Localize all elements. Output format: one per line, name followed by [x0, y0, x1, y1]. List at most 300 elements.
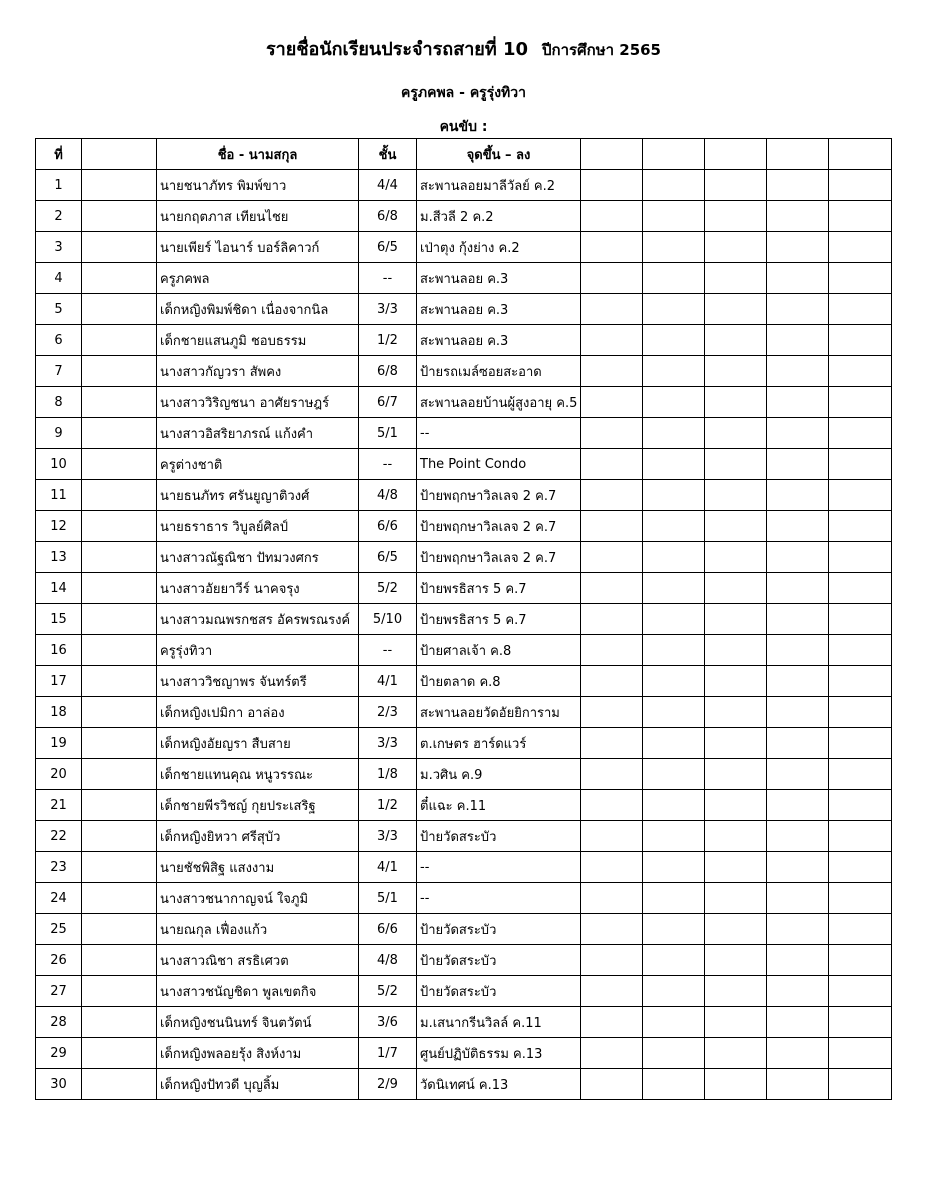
table-row — [36, 852, 892, 883]
table-row — [36, 542, 892, 573]
student-name: เด็กหญิงเปมิกา อาล่อง — [157, 697, 359, 728]
check-cell-1 — [581, 325, 643, 356]
check-cell-4 — [767, 511, 829, 542]
check-cell-1 — [581, 573, 643, 604]
student-name: นายเพียร์ ไอนาร์ บอร์ลิคาวก์ — [157, 232, 359, 263]
student-grade: 3/6 — [359, 1007, 417, 1038]
check-cell-2 — [643, 635, 705, 666]
row-number: 16 — [36, 635, 82, 666]
student-grade: 1/7 — [359, 1038, 417, 1069]
student-grade: 3/3 — [359, 294, 417, 325]
check-cell-2 — [643, 325, 705, 356]
check-cell-4 — [767, 325, 829, 356]
row-number: 25 — [36, 914, 82, 945]
pickup-dropoff-stop: ม.เสนากรีนวิลล์ ค.11 — [417, 1007, 581, 1038]
check-cell-5 — [829, 294, 892, 325]
check-cell-4 — [767, 201, 829, 232]
table-row — [36, 232, 892, 263]
row-number: 29 — [36, 1038, 82, 1069]
header-check-5 — [829, 139, 892, 170]
row-blank-cell — [82, 1038, 157, 1069]
check-cell-2 — [643, 542, 705, 573]
check-cell-1 — [581, 1038, 643, 1069]
check-cell-4 — [767, 418, 829, 449]
table-row — [36, 573, 892, 604]
pickup-dropoff-stop: วัดนิเทศน์ ค.13 — [417, 1069, 581, 1100]
row-blank-cell — [82, 542, 157, 573]
row-number: 20 — [36, 759, 82, 790]
student-grade: 6/6 — [359, 511, 417, 542]
student-name: เด็กหญิงปัทวดี บุญลิ้ม — [157, 1069, 359, 1100]
table-row — [36, 604, 892, 635]
check-cell-3 — [705, 542, 767, 573]
check-cell-5 — [829, 666, 892, 697]
check-cell-1 — [581, 387, 643, 418]
row-blank-cell — [82, 418, 157, 449]
check-cell-3 — [705, 387, 767, 418]
row-blank-cell — [82, 356, 157, 387]
student-name: นางสาวชนากาญจน์ ใจภูมิ — [157, 883, 359, 914]
table-row — [36, 511, 892, 542]
check-cell-5 — [829, 697, 892, 728]
check-cell-4 — [767, 573, 829, 604]
teachers-line: ครูภคพล - ครูรุ่งทิวา — [400, 85, 527, 101]
check-cell-3 — [705, 852, 767, 883]
pickup-dropoff-stop: ป้ายรถเมล์ซอยสะอาด — [417, 356, 581, 387]
check-cell-1 — [581, 883, 643, 914]
check-cell-2 — [643, 945, 705, 976]
row-blank-cell — [82, 573, 157, 604]
check-cell-3 — [705, 604, 767, 635]
row-blank-cell — [82, 790, 157, 821]
row-blank-cell — [82, 821, 157, 852]
check-cell-4 — [767, 356, 829, 387]
row-number: 30 — [36, 1069, 82, 1100]
header-blank — [82, 139, 157, 170]
check-cell-3 — [705, 201, 767, 232]
check-cell-3 — [705, 759, 767, 790]
student-grade: 4/1 — [359, 666, 417, 697]
check-cell-3 — [705, 511, 767, 542]
table-row — [36, 1069, 892, 1100]
table-row — [36, 914, 892, 945]
check-cell-1 — [581, 790, 643, 821]
student-grade: -- — [359, 635, 417, 666]
check-cell-3 — [705, 666, 767, 697]
header-grade: ชั้น — [359, 139, 417, 170]
check-cell-3 — [705, 170, 767, 201]
check-cell-3 — [705, 573, 767, 604]
check-cell-2 — [643, 759, 705, 790]
check-cell-4 — [767, 790, 829, 821]
student-grade: 6/5 — [359, 232, 417, 263]
table-header-row — [36, 139, 892, 170]
table-row — [36, 790, 892, 821]
table-row — [36, 480, 892, 511]
table-row — [36, 945, 892, 976]
row-number: 5 — [36, 294, 82, 325]
student-grade: 5/2 — [359, 573, 417, 604]
check-cell-5 — [829, 728, 892, 759]
row-blank-cell — [82, 697, 157, 728]
check-cell-3 — [705, 294, 767, 325]
pickup-dropoff-stop: ม.วศิน ค.9 — [417, 759, 581, 790]
check-cell-4 — [767, 1007, 829, 1038]
student-name: เด็กหญิงชนนินทร์ จินตวัตน์ — [157, 1007, 359, 1038]
check-cell-4 — [767, 604, 829, 635]
check-cell-2 — [643, 387, 705, 418]
table-row — [36, 635, 892, 666]
pickup-dropoff-stop: ป้ายวัดสระบัว — [417, 914, 581, 945]
student-name: เด็กชายแสนภูมิ ชอบธรรม — [157, 325, 359, 356]
check-cell-4 — [767, 914, 829, 945]
pickup-dropoff-stop: -- — [417, 418, 581, 449]
check-cell-2 — [643, 914, 705, 945]
check-cell-4 — [767, 976, 829, 1007]
row-number: 14 — [36, 573, 82, 604]
pickup-dropoff-stop: ต.เกษตร ฮาร์ดแวร์ — [417, 728, 581, 759]
check-cell-3 — [705, 418, 767, 449]
student-grade: 5/2 — [359, 976, 417, 1007]
check-cell-1 — [581, 480, 643, 511]
check-cell-4 — [767, 759, 829, 790]
table-row — [36, 666, 892, 697]
header-check-3 — [705, 139, 767, 170]
check-cell-5 — [829, 263, 892, 294]
check-cell-3 — [705, 1007, 767, 1038]
check-cell-3 — [705, 356, 767, 387]
student-name: นายชนาภัทร พิมพ์ขาว — [157, 170, 359, 201]
check-cell-4 — [767, 697, 829, 728]
student-name: เด็กชายแทนคุณ หนูวรรณะ — [157, 759, 359, 790]
check-cell-1 — [581, 511, 643, 542]
check-cell-5 — [829, 790, 892, 821]
pickup-dropoff-stop: สะพานลอย ค.3 — [417, 263, 581, 294]
student-grade: 1/2 — [359, 325, 417, 356]
pickup-dropoff-stop: ป้ายวัดสระบัว — [417, 976, 581, 1007]
check-cell-1 — [581, 604, 643, 635]
pickup-dropoff-stop: -- — [417, 852, 581, 883]
check-cell-5 — [829, 356, 892, 387]
table-row — [36, 418, 892, 449]
check-cell-1 — [581, 356, 643, 387]
table-row — [36, 1038, 892, 1069]
row-blank-cell — [82, 604, 157, 635]
check-cell-4 — [767, 263, 829, 294]
academic-year: ปีการศึกษา 2565 — [542, 41, 661, 59]
row-number: 2 — [36, 201, 82, 232]
check-cell-5 — [829, 511, 892, 542]
pickup-dropoff-stop: สะพานลอย ค.3 — [417, 294, 581, 325]
student-name: ครูต่างชาติ — [157, 449, 359, 480]
check-cell-1 — [581, 263, 643, 294]
student-name: ครูภคพล — [157, 263, 359, 294]
student-name: นางสาวอิสริยาภรณ์ แก้งคำ — [157, 418, 359, 449]
student-grade: 1/8 — [359, 759, 417, 790]
check-cell-5 — [829, 573, 892, 604]
table-row — [36, 697, 892, 728]
table-row — [36, 170, 892, 201]
check-cell-4 — [767, 387, 829, 418]
row-number: 24 — [36, 883, 82, 914]
pickup-dropoff-stop: ศูนย์ปฏิบัติธรรม ค.13 — [417, 1038, 581, 1069]
driver-label: คนขับ : — [439, 119, 488, 135]
check-cell-2 — [643, 356, 705, 387]
student-name: นางสาวกัญวรา สัพคง — [157, 356, 359, 387]
header-check-2 — [643, 139, 705, 170]
student-grade: 5/1 — [359, 418, 417, 449]
pickup-dropoff-stop: สะพานลอยบ้านผู้สูงอายุ ค.5 — [417, 387, 581, 418]
student-name: นางสาวชนัญชิดา พูลเขตกิจ — [157, 976, 359, 1007]
check-cell-5 — [829, 914, 892, 945]
student-name: ครูรุ่งทิวา — [157, 635, 359, 666]
table-row — [36, 728, 892, 759]
student-grade: 5/1 — [359, 883, 417, 914]
page-title — [0, 34, 927, 63]
table-body — [36, 170, 892, 1100]
student-name: เด็กหญิงอัยญรา สืบสาย — [157, 728, 359, 759]
table-row — [36, 294, 892, 325]
check-cell-4 — [767, 480, 829, 511]
check-cell-2 — [643, 697, 705, 728]
pickup-dropoff-stop: สะพานลอย ค.3 — [417, 325, 581, 356]
check-cell-2 — [643, 294, 705, 325]
check-cell-4 — [767, 852, 829, 883]
check-cell-5 — [829, 1007, 892, 1038]
check-cell-1 — [581, 945, 643, 976]
check-cell-1 — [581, 635, 643, 666]
student-grade: -- — [359, 449, 417, 480]
check-cell-4 — [767, 170, 829, 201]
header-name: ชื่อ - นามสกุล — [157, 139, 359, 170]
row-blank-cell — [82, 976, 157, 1007]
check-cell-5 — [829, 325, 892, 356]
check-cell-1 — [581, 232, 643, 263]
pickup-dropoff-stop: สะพานลอยวัดอัยยิการาม — [417, 697, 581, 728]
pickup-dropoff-stop: ม.สีวลี 2 ค.2 — [417, 201, 581, 232]
row-number: 15 — [36, 604, 82, 635]
pickup-dropoff-stop: ป้ายศาลเจ้า ค.8 — [417, 635, 581, 666]
check-cell-3 — [705, 883, 767, 914]
title-text: รายชื่อนักเรียนประจำรถสายที่ 10 — [266, 39, 529, 60]
row-blank-cell — [82, 759, 157, 790]
row-number: 9 — [36, 418, 82, 449]
student-name: เด็กชายพีรวิชญ์ กุยประเสริฐ — [157, 790, 359, 821]
check-cell-2 — [643, 480, 705, 511]
check-cell-4 — [767, 883, 829, 914]
header-check-1 — [581, 139, 643, 170]
pickup-dropoff-stop: ป้ายพรธิสาร 5 ค.7 — [417, 604, 581, 635]
check-cell-4 — [767, 449, 829, 480]
check-cell-3 — [705, 976, 767, 1007]
student-grade: 5/10 — [359, 604, 417, 635]
row-number: 19 — [36, 728, 82, 759]
row-blank-cell — [82, 170, 157, 201]
pickup-dropoff-stop: ป้ายพฤกษาวิลเลจ 2 ค.7 — [417, 480, 581, 511]
student-name: นายธราธาร วิบูลย์ศิลป์ — [157, 511, 359, 542]
row-blank-cell — [82, 852, 157, 883]
check-cell-2 — [643, 852, 705, 883]
pickup-dropoff-stop: ป้ายวัดสระบัว — [417, 945, 581, 976]
check-cell-5 — [829, 1069, 892, 1100]
check-cell-5 — [829, 542, 892, 573]
pickup-dropoff-stop: -- — [417, 883, 581, 914]
student-name: นางสาวณัฐณิชา ปัทมวงศกร — [157, 542, 359, 573]
check-cell-1 — [581, 449, 643, 480]
check-cell-1 — [581, 170, 643, 201]
student-name: นางสาวอัยยาวีร์ นาคจรุง — [157, 573, 359, 604]
check-cell-2 — [643, 263, 705, 294]
check-cell-4 — [767, 635, 829, 666]
check-cell-1 — [581, 1007, 643, 1038]
check-cell-3 — [705, 728, 767, 759]
check-cell-1 — [581, 914, 643, 945]
check-cell-1 — [581, 759, 643, 790]
check-cell-1 — [581, 697, 643, 728]
check-cell-5 — [829, 387, 892, 418]
row-number: 8 — [36, 387, 82, 418]
check-cell-2 — [643, 976, 705, 1007]
check-cell-2 — [643, 666, 705, 697]
check-cell-5 — [829, 418, 892, 449]
check-cell-3 — [705, 449, 767, 480]
check-cell-4 — [767, 1069, 829, 1100]
student-grade: 2/3 — [359, 697, 417, 728]
student-name: เด็กหญิงพิมพ์ชิดา เนื่องจากนิล — [157, 294, 359, 325]
student-name: นางสาววิริญชนา อาศัยราษฎร์ — [157, 387, 359, 418]
row-number: 6 — [36, 325, 82, 356]
student-grade: 6/8 — [359, 356, 417, 387]
check-cell-3 — [705, 1069, 767, 1100]
check-cell-2 — [643, 511, 705, 542]
table-row — [36, 201, 892, 232]
check-cell-5 — [829, 976, 892, 1007]
student-name: นางสาววิชญาพร จันทร์ตรี — [157, 666, 359, 697]
check-cell-3 — [705, 263, 767, 294]
row-number: 28 — [36, 1007, 82, 1038]
check-cell-2 — [643, 1038, 705, 1069]
check-cell-2 — [643, 1069, 705, 1100]
row-number: 26 — [36, 945, 82, 976]
check-cell-4 — [767, 294, 829, 325]
student-name: นางสาวมณพรกชสร อัครพรณรงค์ — [157, 604, 359, 635]
check-cell-3 — [705, 325, 767, 356]
student-grade: 4/4 — [359, 170, 417, 201]
check-cell-4 — [767, 542, 829, 573]
pickup-dropoff-stop: ป้ายพฤกษาวิลเลจ 2 ค.7 — [417, 542, 581, 573]
student-name: นายธนภัทร ศรันยูญาติวงศ์ — [157, 480, 359, 511]
student-roster-table — [35, 138, 892, 1100]
student-grade: 2/9 — [359, 1069, 417, 1100]
check-cell-2 — [643, 418, 705, 449]
check-cell-4 — [767, 728, 829, 759]
row-blank-cell — [82, 387, 157, 418]
check-cell-5 — [829, 604, 892, 635]
pickup-dropoff-stop: The Point Condo — [417, 449, 581, 480]
check-cell-4 — [767, 1038, 829, 1069]
check-cell-3 — [705, 480, 767, 511]
row-number: 3 — [36, 232, 82, 263]
check-cell-1 — [581, 666, 643, 697]
check-cell-2 — [643, 449, 705, 480]
student-grade: -- — [359, 263, 417, 294]
check-cell-4 — [767, 666, 829, 697]
table-row — [36, 821, 892, 852]
table-row — [36, 356, 892, 387]
check-cell-4 — [767, 821, 829, 852]
student-grade: 4/8 — [359, 945, 417, 976]
row-blank-cell — [82, 232, 157, 263]
check-cell-3 — [705, 821, 767, 852]
row-number: 22 — [36, 821, 82, 852]
student-name: นางสาวณิชา สรธิเศวต — [157, 945, 359, 976]
row-number: 12 — [36, 511, 82, 542]
check-cell-1 — [581, 1069, 643, 1100]
row-blank-cell — [82, 511, 157, 542]
row-number: 27 — [36, 976, 82, 1007]
check-cell-5 — [829, 635, 892, 666]
check-cell-1 — [581, 542, 643, 573]
check-cell-2 — [643, 201, 705, 232]
check-cell-3 — [705, 790, 767, 821]
student-grade: 6/5 — [359, 542, 417, 573]
check-cell-2 — [643, 573, 705, 604]
row-blank-cell — [82, 201, 157, 232]
check-cell-5 — [829, 759, 892, 790]
check-cell-3 — [705, 635, 767, 666]
check-cell-4 — [767, 945, 829, 976]
header-stop: จุดขึ้น – ลง — [417, 139, 581, 170]
row-blank-cell — [82, 449, 157, 480]
check-cell-2 — [643, 728, 705, 759]
student-name: เด็กหญิงพลอยรุ้ง สิงห์งาม — [157, 1038, 359, 1069]
header-check-4 — [767, 139, 829, 170]
check-cell-5 — [829, 201, 892, 232]
check-cell-2 — [643, 1007, 705, 1038]
student-grade: 4/8 — [359, 480, 417, 511]
student-grade: 6/6 — [359, 914, 417, 945]
student-grade: 4/1 — [359, 852, 417, 883]
row-number: 17 — [36, 666, 82, 697]
check-cell-5 — [829, 821, 892, 852]
row-number: 21 — [36, 790, 82, 821]
check-cell-1 — [581, 418, 643, 449]
check-cell-1 — [581, 201, 643, 232]
row-blank-cell — [82, 635, 157, 666]
pickup-dropoff-stop: เป่าตุง กุ้งย่าง ค.2 — [417, 232, 581, 263]
row-blank-cell — [82, 914, 157, 945]
check-cell-1 — [581, 976, 643, 1007]
row-blank-cell — [82, 1007, 157, 1038]
table-row — [36, 976, 892, 1007]
check-cell-2 — [643, 883, 705, 914]
check-cell-5 — [829, 945, 892, 976]
student-name: เด็กหญิงยิหวา ศรีสุบัว — [157, 821, 359, 852]
row-blank-cell — [82, 666, 157, 697]
row-blank-cell — [82, 728, 157, 759]
check-cell-3 — [705, 697, 767, 728]
table-row — [36, 759, 892, 790]
check-cell-5 — [829, 883, 892, 914]
row-number: 23 — [36, 852, 82, 883]
student-name: นายกฤตภาส เทียนไชย — [157, 201, 359, 232]
check-cell-3 — [705, 232, 767, 263]
row-number: 13 — [36, 542, 82, 573]
row-number: 11 — [36, 480, 82, 511]
pickup-dropoff-stop: ตี๋แฉะ ค.11 — [417, 790, 581, 821]
check-cell-2 — [643, 790, 705, 821]
pickup-dropoff-stop: ป้ายตลาด ค.8 — [417, 666, 581, 697]
